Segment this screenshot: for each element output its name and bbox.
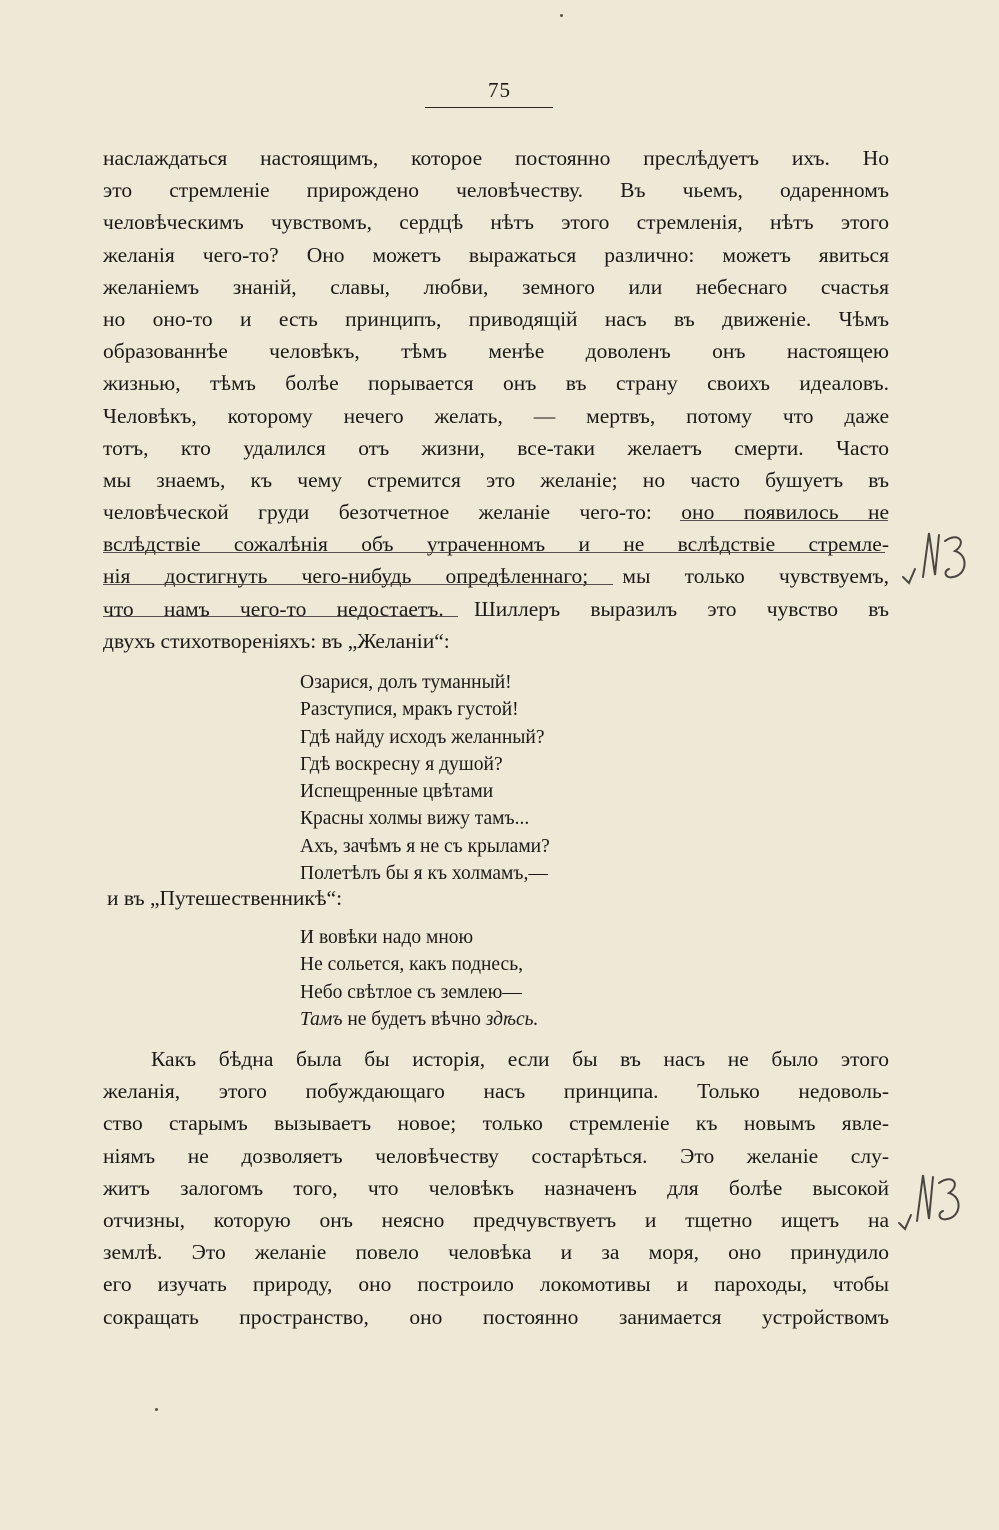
page-number: 75 xyxy=(488,78,511,102)
verse-line: И вовѣки надо мною xyxy=(300,927,474,948)
text-line: тотъ, кто удалился отъ жизни, все-таки желаетъ смерти. Часто xyxy=(103,435,889,460)
verse-line: Полетѣлъ бы я къ холмамъ,— xyxy=(300,863,548,885)
verse-line: Гдѣ воскресну я душой? xyxy=(300,753,503,775)
handwritten-nb-mark xyxy=(895,525,975,605)
verse-line: Разступися, мракъ густой! xyxy=(300,699,519,721)
text-line: отчизны, которую онъ неясно предчувствуетъ и тщетно ищетъ на xyxy=(103,1207,889,1232)
text-line: его изучать природу, оно построило локомотивы и пароходы, чтобы xyxy=(103,1272,889,1297)
text-line: человѣческой груди безотчетное желаніе чего-то: оно появилось не xyxy=(103,500,889,525)
text-line: ство старымъ вызываетъ новое; только стремленіе къ новымъ явле- xyxy=(103,1111,889,1136)
text-line: двухъ стихотвореніяхъ: въ „Желаніи“: xyxy=(103,628,450,653)
text-line: желанія, этого побуждающаго насъ принципа. Только недоволь- xyxy=(103,1079,889,1104)
verse-line: Небо свѣтлое съ землею— xyxy=(300,981,522,1003)
italic-word: здѣсь. xyxy=(485,1008,539,1030)
text-line: человѣческимъ чувствомъ, сердцѣ нѣтъ этого стремленія, нѣтъ этого xyxy=(103,210,889,235)
verse-intro: и въ „Путешественникѣ“: xyxy=(107,886,343,910)
text-line: это стремленіе прирождено человѣчеству. Въ чьемъ, одаренномъ xyxy=(103,178,889,203)
verse-line: Озарися, долъ туманный! xyxy=(300,672,512,693)
text-line: сокращать пространство, оно постоянно занимается устройствомъ xyxy=(103,1304,889,1329)
header-rule xyxy=(425,107,553,108)
text-line: желанія чего-то? Оно можетъ выражаться различно: можетъ явиться xyxy=(103,242,889,267)
text-line: вслѣдствіе сожалѣнія объ утраченномъ и не вслѣдствіе стремле- xyxy=(103,532,889,557)
verse-line: Испещренные цвѣтами xyxy=(300,781,494,803)
pencil-underline xyxy=(103,616,458,617)
text-line: мы знаемъ, къ чему стремится это желаніе; но часто бушуетъ въ xyxy=(103,467,889,492)
verse-line: Красны холмы вижу тамъ... xyxy=(300,808,530,830)
text-line: ніямъ не дозволяетъ человѣчеству состарѣться. Это желаніе слу- xyxy=(103,1143,889,1168)
verse-line: Гдѣ найду исходъ желанный? xyxy=(300,726,545,748)
text-line: образованнѣе человѣкъ, тѣмъ менѣе доволенъ онъ настоящею xyxy=(103,339,889,364)
pencil-underline xyxy=(103,584,613,585)
verse-fragment: не будетъ вѣчно xyxy=(342,1008,486,1030)
text-line: желаніемъ знаній, славы, любви, земного или небеснаго счастья xyxy=(103,274,889,299)
text-line: Человѣкъ, которому нечего желать, — мертвъ, потому что даже xyxy=(103,403,889,428)
verse-line xyxy=(300,1006,538,1033)
handwritten-nb-mark xyxy=(895,1165,975,1245)
verse-desire xyxy=(300,669,550,887)
text-line: Какъ бѣдна была бы исторія, если бы въ насъ не было этого xyxy=(151,1047,889,1071)
paragraph-2 xyxy=(103,1043,889,1333)
text-line: что намъ чего-то недостаетъ. Шиллеръ выразилъ это чувство въ xyxy=(103,596,889,621)
pencil-underline xyxy=(103,552,885,553)
italic-word: Тамъ xyxy=(300,1008,343,1030)
paper-speck xyxy=(560,14,563,17)
text-line: житъ залогомъ того, что человѣкъ назначенъ для болѣе высокой xyxy=(103,1175,889,1200)
verse-line: Ахъ, зачѣмъ я не съ крылами? xyxy=(300,835,550,857)
paragraph-1 xyxy=(103,142,889,657)
text-line: жизнью, тѣмъ болѣе порывается онъ въ страну своихъ идеаловъ. xyxy=(103,371,889,396)
text-line: нія достигнуть чего-нибудь опредѣленнаго; мы только чувствуемъ, xyxy=(103,564,889,589)
text-line: землѣ. Это желаніе повело человѣка и за моря, оно принудило xyxy=(103,1240,889,1265)
verse-traveller xyxy=(300,924,538,1033)
paper-speck xyxy=(155,1408,158,1411)
verse-line: Не сольется, какъ поднесь, xyxy=(300,954,523,976)
text-line: но оно-то и есть принципъ, приводящій насъ въ движеніе. Чѣмъ xyxy=(103,306,889,331)
text-line: наслаждаться настоящимъ, которое постоянно преслѣдуетъ ихъ. Но xyxy=(103,146,889,170)
pencil-underline xyxy=(680,520,888,521)
